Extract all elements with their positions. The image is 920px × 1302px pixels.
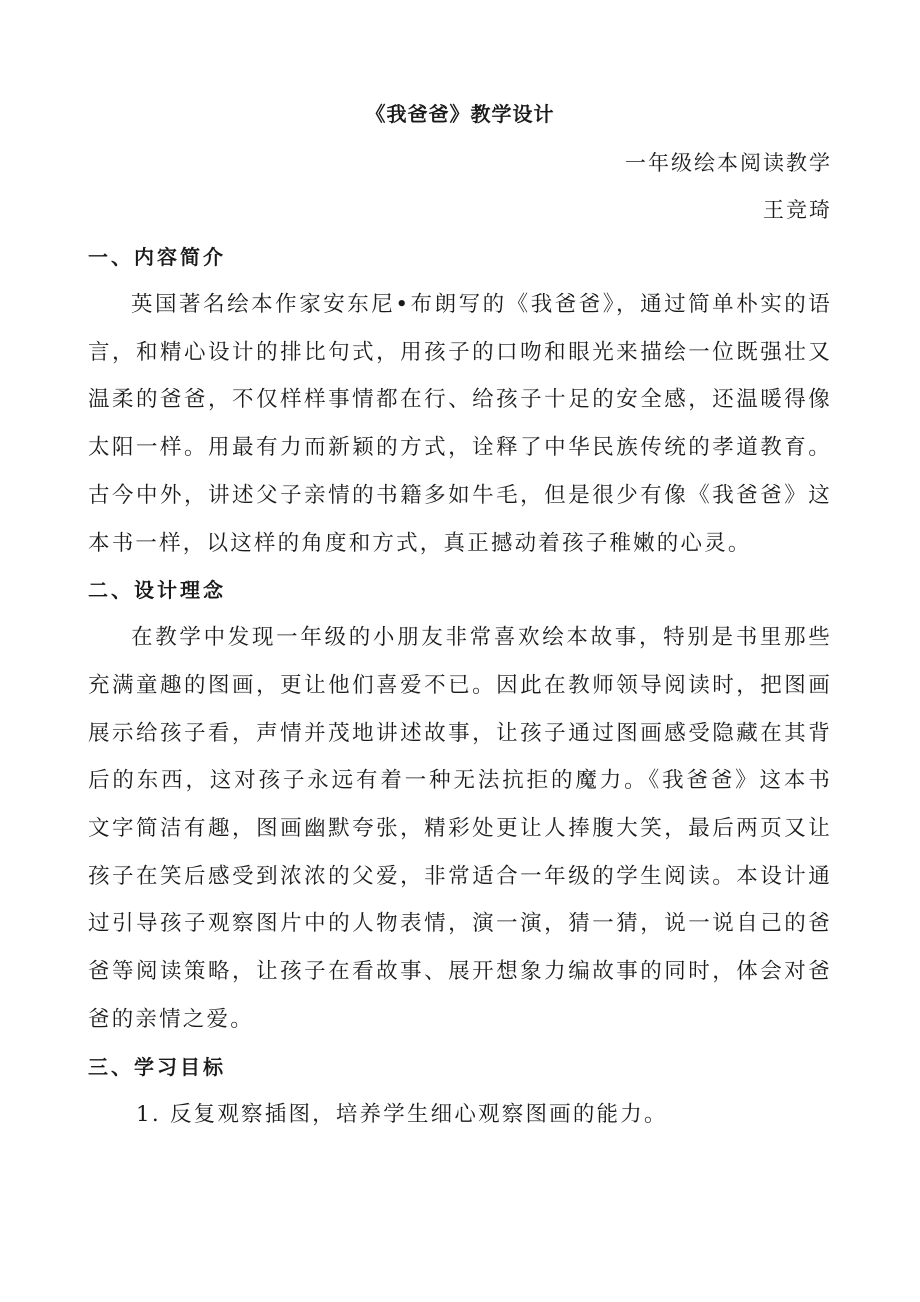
section-learning-goals [88,1044,832,1139]
section-content-summary [88,234,832,567]
document-subtitle: 一年级绘本阅读教学 [625,151,832,175]
paragraph: 英国著名绘本作家安东尼•布朗写的《我爸爸》，通过简单朴实的语言，和精心设计的排比句式，用孩子的口吻和眼光来描绘一位既强壮又温柔的爸爸，不仅样样事情都在行、给孩子十足的安全感，还温暖得像太阳一样。用最有力而新颖的方式，诠释了中华民族传统的孝道教育。古今中外，讲述父子亲情的书籍多如牛毛，但是很少有像《我爸爸》这本书一样，以这样的角度和方式，真正撼动着孩子稚嫩的心灵。 [88,292,832,556]
section-design-concept [88,567,832,1043]
paragraph: 在教学中发现一年级的小朋友非常喜欢绘本故事，特别是书里那些充满童趣的图画，更让他们喜爱不已。因此在教师领导阅读时，把图画展示给孩子看，声情并茂地讲述故事，让孩子通过图画感受隐藏在其背后的东西，这对孩子永远有着一种无法抗拒的魔力。《我爸爸》这本书文字简洁有趣，图画幽默夸张，精彩处更让人捧腹大笑，最后两页又让孩子在笑后感受到浓浓的父爱，非常适合一年级的学生阅读。本设计通过引导孩子观察图片中的人物表情，演一演，猜一猜，说一说自己的爸爸等阅读策略，让孩子在看故事、展开想象力编故事的同时，体会对爸爸的亲情之爱。 [88,625,832,1032]
document-author: 王竞琦 [763,198,832,222]
section-heading: 一、内容简介 [88,245,226,269]
list-item: 1. 反复观察插图，培养学生细心观察图画的能力。 [136,1101,668,1127]
section-heading: 三、学习目标 [88,1054,226,1079]
document-page [88,96,832,1138]
section-heading: 二、设计理念 [88,578,226,603]
document-title: 《我爸爸》教学设计 [365,102,555,126]
